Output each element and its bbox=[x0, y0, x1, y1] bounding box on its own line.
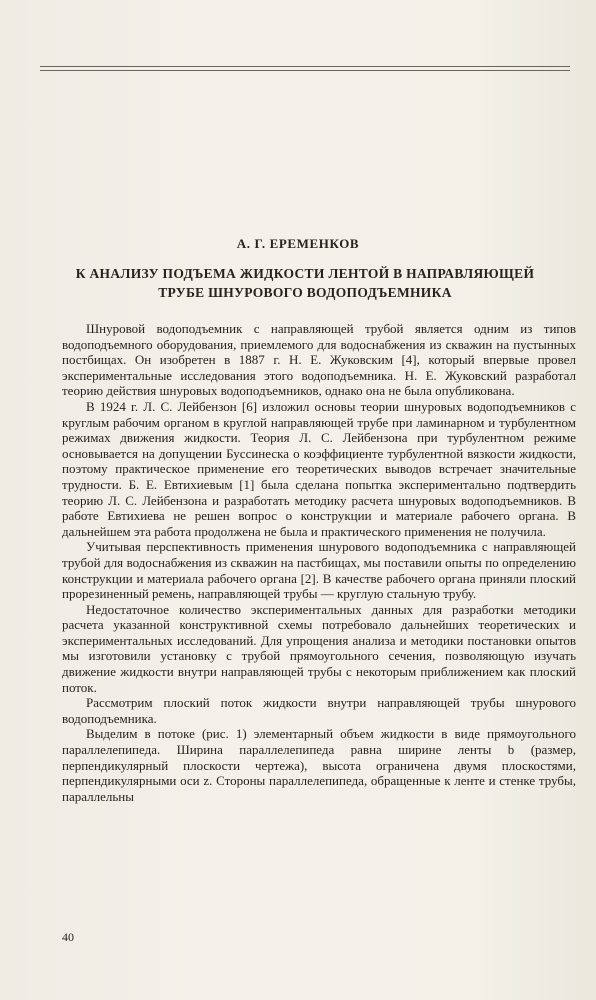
body-paragraph: Выделим в потоке (рис. 1) элементарный объем жидкости в виде прямоугольного параллелепипеда. Ширина параллелепипеда равна ширине ленты b (размер, перпендикулярный плоскости чертежа), высота ограничена двумя плоскостями, перпендикулярными оси z. Стороны параллелепипеда, обращенные к ленте и стенке трубы, параллельны bbox=[62, 726, 576, 804]
page-number: 40 bbox=[62, 930, 74, 944]
body-paragraph: Недостаточное количество экспериментальных данных для разработки методики расчета указанной конструктивной схемы потребовало дальнейших теоретических и экспериментальных исследований. Для упрощения анализа и методики постановки опытов мы изготовили установку с трубой прямоугольного сечения, позволяющую изучать движение жидкости внутри направляющей трубы с некоторым приближением как плоский поток. bbox=[62, 601, 576, 695]
article-body bbox=[62, 321, 576, 804]
body-paragraph: Учитывая перспективность применения шнурового водоподъемника с направляющей трубой для водоснабжения из скважин на пастбищах, мы поставили опыты по определению конструкции и материала рабочего органа [2]. В качестве рабочего органа приняли плоский прорезиненный ремень, направляющей трубы — круглую стальную трубу. bbox=[62, 539, 576, 602]
title-line: ТРУБЕ ШНУРОВОГО ВОДОПОДЪЕМНИКА bbox=[158, 285, 452, 300]
body-paragraph: Рассмотрим плоский поток жидкости внутри направляющей трубы шнурового водоподъемника. bbox=[62, 695, 576, 726]
body-paragraph: В 1924 г. Л. С. Лейбензон [6] изложил основы теории шнуровых водоподъемников с круглым рабочим органом в круглой направляющей трубе при ламинарном и турбулентном режимах движения жидкости. Теория Л. С. Лейбензона при турбулентном режиме основывается на допущении Буссинеска о коэффициенте турбулентной вязкости жидкости, поэтому практическое применение его теоретических выводов встречает значительные трудности. Б. Е. Евтихиевым [1] была сделана попытка экспериментально подтвердить теорию Л. С. Лейбензона и разработать методику расчета шнуровых водоподъемников. В работе Евтихиева не решен вопрос о конструкции и материале рабочего органа. В дальнейшем эта работа продолжена не была и практического применения не получила. bbox=[62, 398, 576, 539]
title-line: К АНАЛИЗУ ПОДЪЕМА ЖИДКОСТИ ЛЕНТОЙ В НАПРАВЛЯЮЩЕЙ bbox=[75, 266, 535, 281]
article-title bbox=[40, 264, 570, 302]
body-paragraph: Шнуровой водоподъемник с направляющей трубой является одним из типов водоподъемного оборудования, приемлемого для водоснабжения из скважин на пустынных постбищах. Он изобретен в 1887 г. Н. Е. Жуковским [4], который впервые провел экспериментальные исследования этого водоподъемника. Н. Е. Жуковский разработал теорию действия шнуровых водоподъемников, однако она не была опубликована. bbox=[62, 321, 576, 399]
author-name: А. Г. ЕРЕМЕНКОВ bbox=[236, 236, 360, 251]
header-rule bbox=[40, 70, 570, 71]
header-rule bbox=[40, 66, 570, 67]
